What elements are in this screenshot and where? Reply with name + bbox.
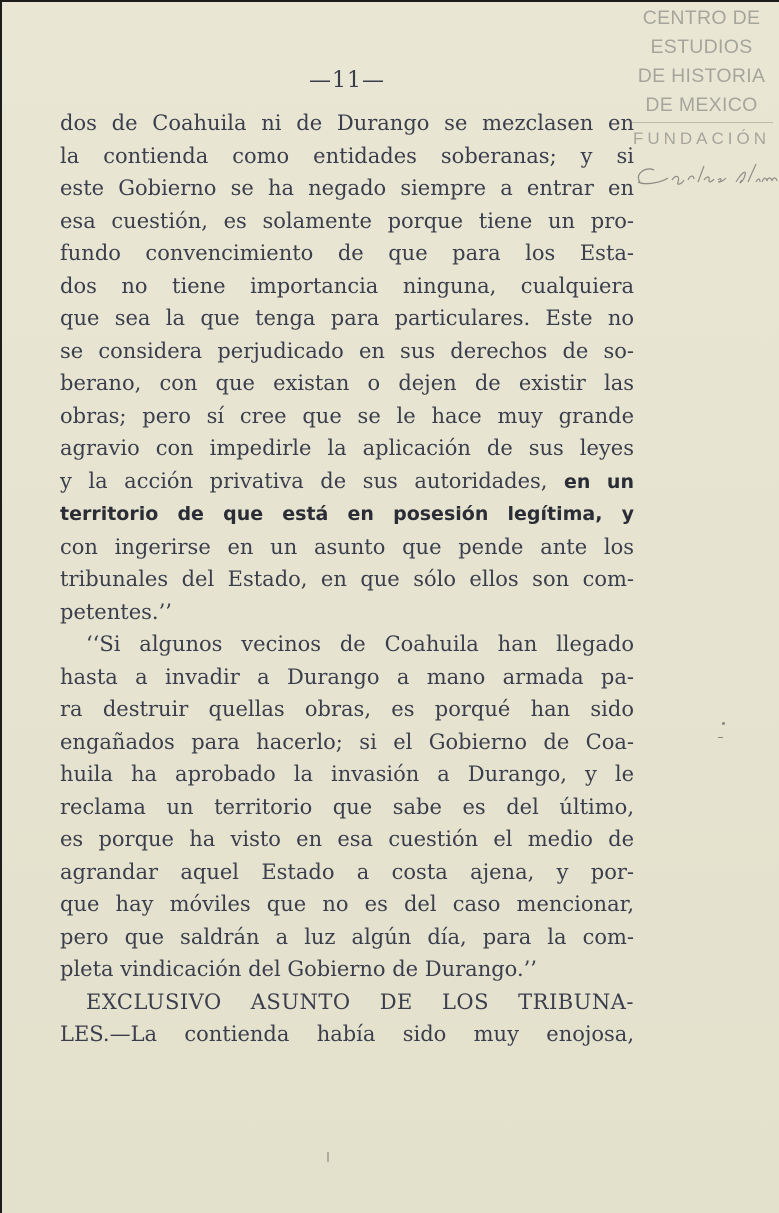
- text-line: agravio con impedirle la aplicación de sus leyes: [60, 436, 634, 460]
- archive-watermark: [624, 4, 779, 151]
- page-number: —11—: [309, 68, 385, 93]
- text-line: pero que saldrán a luz algún día, para la com-: [60, 924, 634, 949]
- text-segment: y la acción privativa de sus autoridades,: [60, 468, 548, 493]
- text-line-mixed: [60, 465, 634, 499]
- text-line: que hay móviles que no es del caso mencionar,: [60, 892, 634, 916]
- text-line: ‘‘Si algunos vecinos de Coahuila han llegado: [86, 632, 634, 656]
- text-line: obras; pero sí cree que se le hace muy grande: [60, 403, 634, 428]
- document-page: [2, 2, 779, 1213]
- text-line: tribunales del Estado, en que sólo ellos son com-: [60, 567, 634, 591]
- text-line: agrandar aquel Estado a costa ajena, y por-: [60, 859, 634, 884]
- text-line: con ingerirse en un asunto que pende ante los: [60, 534, 634, 559]
- text-line: es porque ha visto en esa cuestión el medio de: [60, 827, 634, 851]
- scan-speck: [718, 737, 723, 738]
- watermark-foundation: FUNDACIÓN: [632, 129, 771, 148]
- text-line: este Gobierno se ha negado siempre a entrar en: [60, 176, 634, 200]
- watermark-line: DE MEXICO: [645, 94, 758, 116]
- text-line: LES.—La contienda había sido muy enojosa,: [60, 1022, 634, 1046]
- scan-speck: [327, 1152, 329, 1162]
- section-heading-line: EXCLUSIVO ASUNTO DE LOS TRIBUNA-: [86, 989, 634, 1014]
- text-line: que sea la que tenga para particulares. Este no: [60, 306, 634, 330]
- text-line: petentes.’’: [60, 599, 172, 624]
- bold-text-line: territorio de que está en posesión legítima, y: [60, 503, 634, 525]
- text-line: dos no tiene importancia ninguna, cualquiera: [60, 273, 634, 298]
- watermark-line: ESTUDIOS: [650, 36, 753, 58]
- page-body: [60, 107, 634, 1051]
- text-line: berano, con que existan o dejen de existir las: [60, 371, 634, 395]
- text-line: hasta a invadir a Durango a mano armada pa-: [60, 664, 634, 689]
- text-line: engañados para hacerlo; si el Gobierno de Coa-: [60, 729, 634, 754]
- scan-speck: [722, 722, 725, 725]
- text-line: huila ha aprobado la invasión a Durango, y le: [60, 762, 634, 786]
- text-line: reclama un territorio que sabe es del último,: [60, 794, 634, 819]
- text-line: la contienda como entidades soberanas; y si: [60, 143, 634, 168]
- signature-icon: [632, 152, 779, 202]
- watermark-divider: [630, 122, 773, 123]
- text-line: pleta vindicación del Gobierno de Durango.’’: [60, 957, 537, 981]
- watermark-line: DE HISTORIA: [637, 65, 766, 87]
- text-line: se considera perjudicado en sus derechos de so-: [60, 338, 634, 363]
- bold-text-segment: en un: [564, 470, 634, 493]
- watermark-line: CENTRO DE: [642, 7, 761, 29]
- text-line: ra destruir quellas obras, es porqué han sido: [60, 697, 634, 721]
- text-line: esa cuestión, es solamente porque tiene un pro-: [60, 208, 634, 233]
- text-line: dos de Coahuila ni de Durango se mezclasen en: [60, 111, 634, 135]
- text-line: fundo convencimiento de que para los Esta-: [60, 241, 634, 265]
